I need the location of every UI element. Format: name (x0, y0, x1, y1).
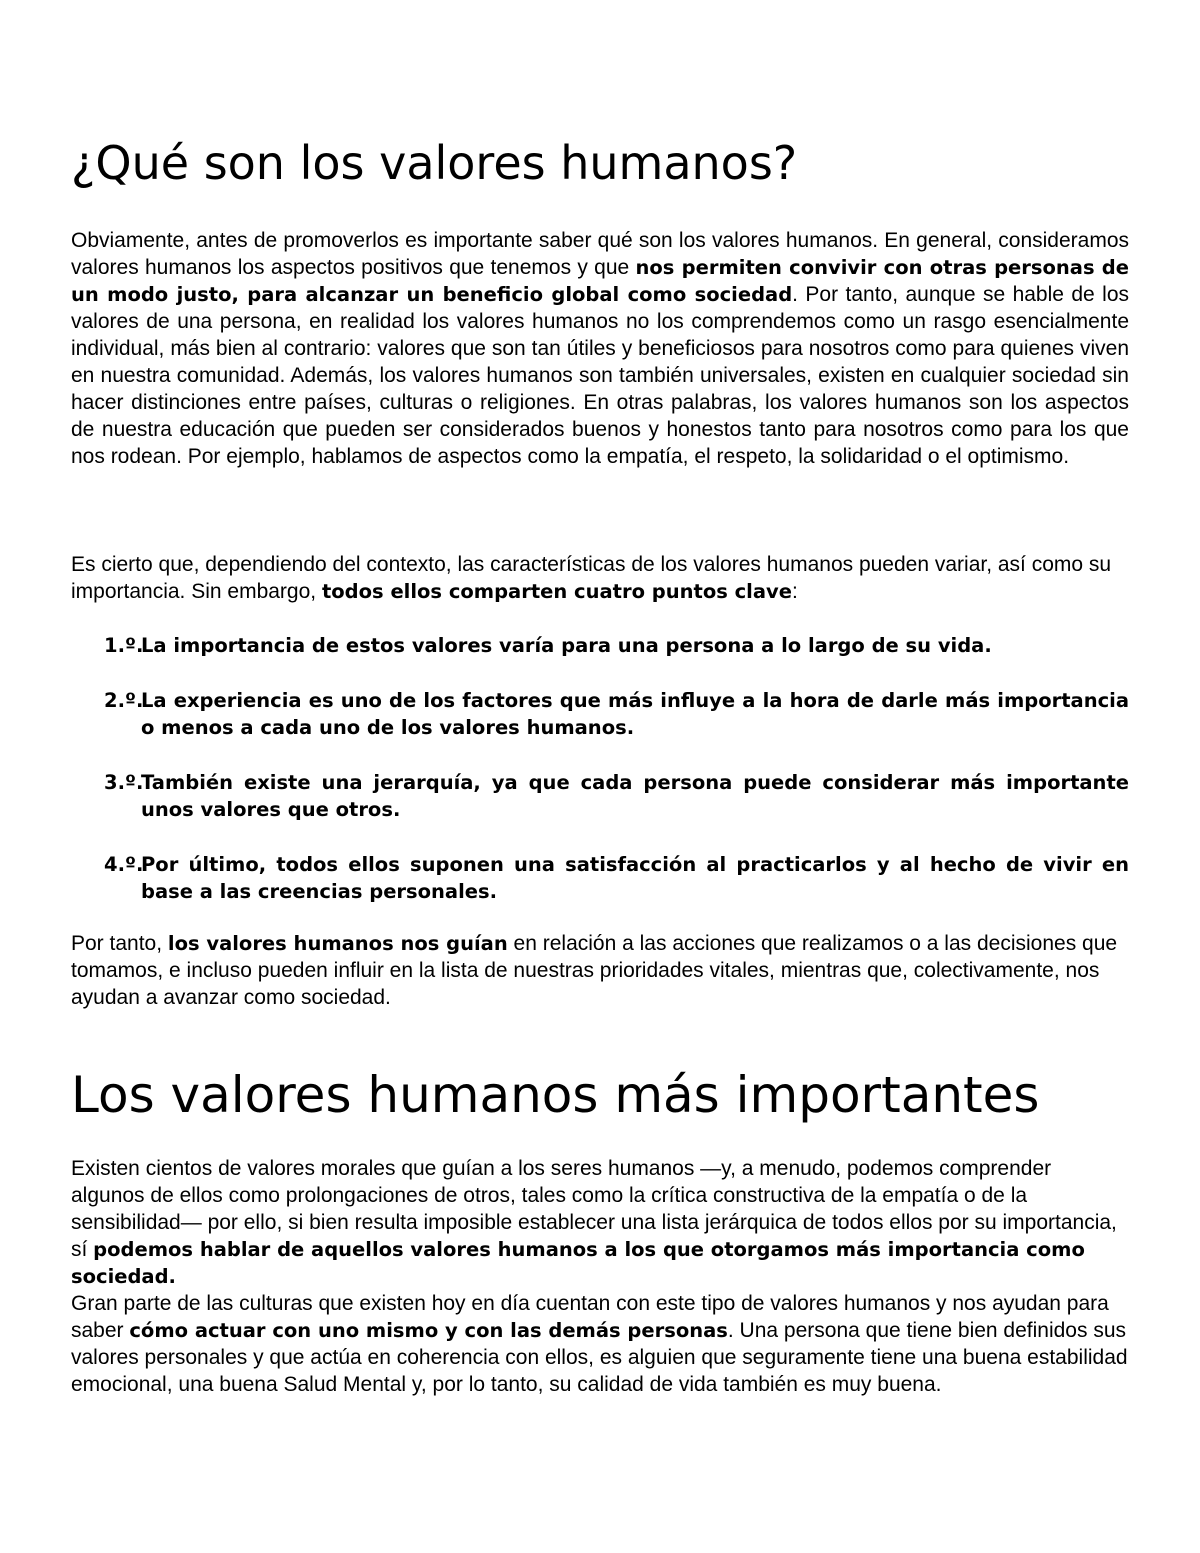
section-heading-que-son: ¿Qué son los valores humanos? (71, 136, 798, 190)
paragraph-bold-text: podemos hablar de aquellos valores humanos a los que otorgamos más importancia como sociedad. (71, 1238, 1085, 1288)
paragraph-text: : (791, 580, 798, 603)
paragraph-context (71, 551, 1129, 605)
list-item-text: También existe una jerarquía, ya que cada persona puede considerar más importante unos valores que otros. (141, 771, 1129, 821)
paragraph-bold-text: cómo actuar con uno mismo y con las demás personas (129, 1319, 728, 1342)
paragraph-text: Gran parte de las culturas que existen hoy en día cuentan con este tipo de valores humanos y nos ayudan para saber (71, 1292, 1109, 1342)
paragraph-bold-text: nos permiten convivir con otras personas de un modo justo, para alcanzar un beneficio global como sociedad (71, 256, 1129, 306)
paragraph-text: Obviamente, antes de promoverlos es importante saber qué son los valores humanos. En general, consideramos valores humanos los aspectos positivos que tenemos y que (71, 229, 1129, 279)
list-item-text: La importancia de estos valores varía para una persona a lo largo de su vida. (141, 634, 992, 657)
paragraph-text: Es cierto que, dependiendo del contexto, las características de los valores humanos pueden variar, así como su importancia. Sin embargo, (71, 553, 1112, 603)
key-points-list (71, 632, 1129, 933)
paragraph-text: . Una persona que tiene bien definidos sus valores personales y que actúa en coherencia con ellos, es alguien que seguramente tiene una buena estabilidad emocional, una buena Salud Mental y, por lo tanto, su calidad de vida también es muy buena. (71, 1319, 1128, 1396)
paragraph-text: en relación a las acciones que realizamos o a las decisiones que tomamos, e incluso pueden influir en la lista de nuestras prioridades vitales, mientras que, colectivamente, nos ayudan a avanzar como sociedad. (71, 932, 1118, 1009)
paragraph-text: . Por tanto, aunque se hable de los valores de una persona, en realidad los valores humanos no los comprendemos como un rasgo esencialmente individual, más bien al contrario: valores que son tan útiles y beneficiosos para nosotros como para quienes viven en nuestra comunidad. Además, los valores humanos son también universales, existen en cualquier sociedad sin hacer distinciones entre países, culturas o religiones. En otras palabras, los valores humanos son los aspectos de nuestra educación que pueden ser considerados buenos y honestos tanto para nosotros como para los que nos rodean. Por ejemplo, hablamos de aspectos como la empatía, el respeto, la solidaridad o el optimismo. (71, 283, 1129, 468)
list-item-number: 4.º. (104, 853, 144, 876)
list-item (71, 687, 1129, 741)
list-item (71, 769, 1129, 823)
list-item-number: 3.º. (104, 771, 144, 794)
list-item (71, 632, 1129, 659)
paragraph-text: Existen cientos de valores morales que guían a los seres humanos —y, a menudo, podemos comprender algunos de ellos como prolongaciones de otros, tales como la crítica constructiva de la empatía o de la sensibilidad— por ello, si bien resulta imposible establecer una lista jerárquica de todos ellos por su importancia, sí (71, 1157, 1117, 1261)
paragraph-text: Por tanto, (71, 932, 168, 955)
paragraph-conclusion (71, 930, 1129, 1011)
paragraph-bold-text: los valores humanos nos guían (167, 932, 508, 955)
list-item-text: Por último, todos ellos suponen una satisfacción al practicarlos y al hecho de vivir en base a las creencias personales. (141, 853, 1129, 903)
paragraph-important-values (71, 1155, 1129, 1398)
list-item (71, 851, 1129, 905)
list-item-text: La experiencia es uno de los factores que más influye a la hora de darle más importancia o menos a cada uno de los valores humanos. (141, 689, 1129, 739)
paragraph-bold-text: todos ellos comparten cuatro puntos clave (321, 580, 792, 603)
list-item-number: 2.º. (104, 689, 144, 712)
list-item-number: 1.º. (104, 634, 144, 657)
paragraph-definition (71, 227, 1129, 470)
section-heading-mas-importantes: Los valores humanos más importantes (71, 1066, 1040, 1124)
